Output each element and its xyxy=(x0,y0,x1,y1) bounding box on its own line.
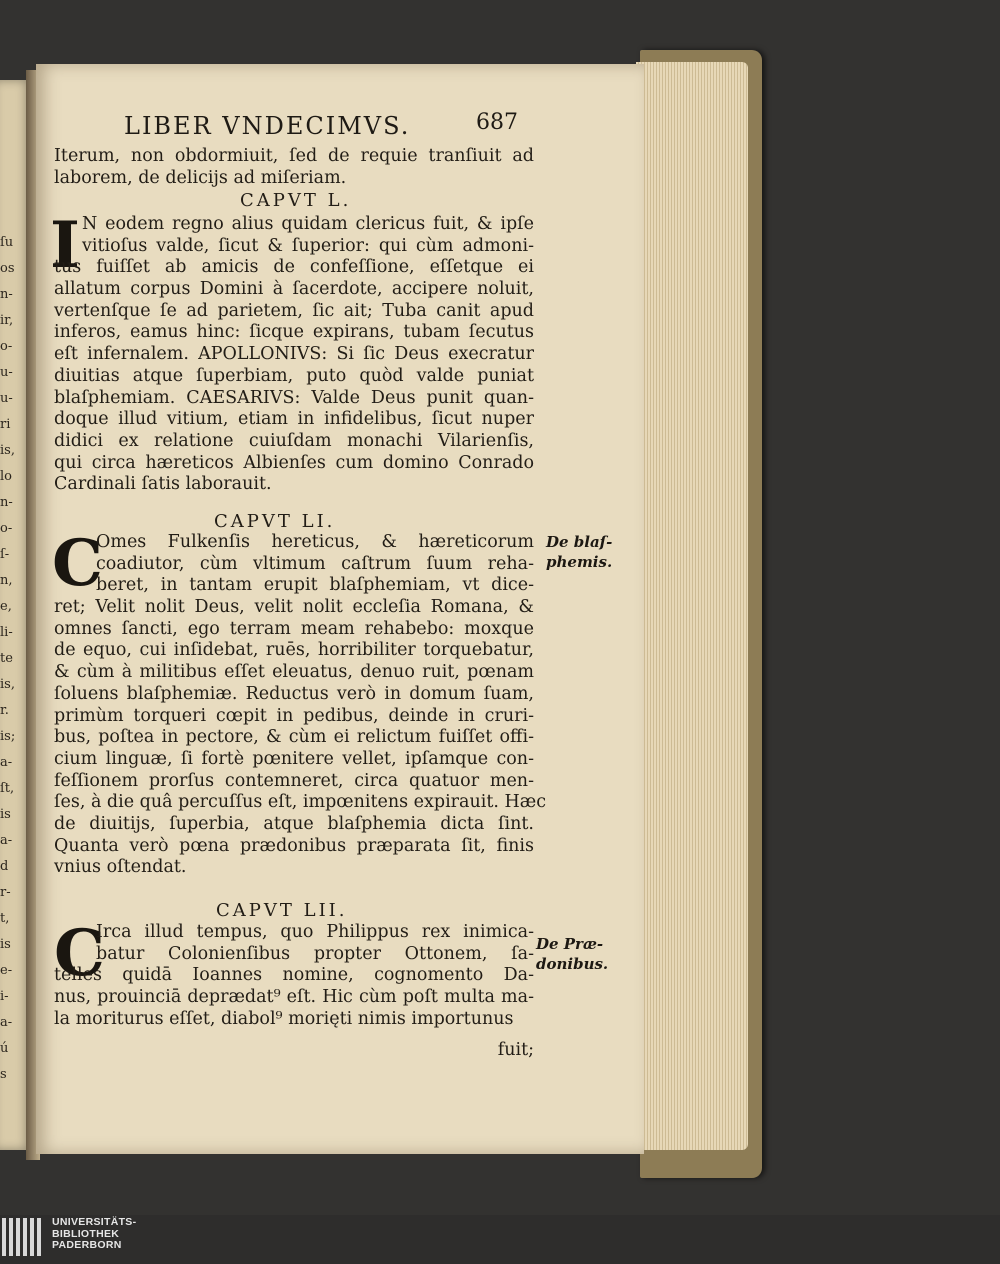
fragment-text: ir, xyxy=(0,313,14,328)
text-line: de equo, cui inſidebat, ruēs, horribiliter torquebatur, xyxy=(54,640,534,661)
text-line: eſt infernalem. APOLLONIVS: Si ſic Deus execratur xyxy=(54,344,534,365)
text-line: doque illud vitium, etiam in infidelibus, ſicut nuper xyxy=(54,409,534,430)
text-line: batur Colonienſibus propter Ottonem, ſa- xyxy=(96,943,534,964)
fragment-text: os xyxy=(0,261,15,276)
chapter-heading-52: CAPVT LII. xyxy=(216,900,348,921)
text-line: tus fuiſſet ab amicis de confeſſione, eſſetque ei xyxy=(54,257,534,278)
text-line: qui circa hæreticos Albienſes cum domino Conrado xyxy=(54,452,534,473)
chapter-heading-51: CAPVT LI. xyxy=(214,511,336,532)
text-line: didici ex relatione cuiuſdam monachi Vilarienſis, xyxy=(54,430,534,451)
text-line: Irca illud tempus, quo Philippus rex inimica- xyxy=(96,922,534,942)
running-head: LIBER VNDECIMVS. xyxy=(124,112,411,140)
catchword: fuit; xyxy=(497,1040,534,1060)
text-line: de diuitijs, ſuperbia, atque blaſphemia dicta ſint. xyxy=(54,813,534,834)
fragment-text: e, xyxy=(0,599,12,614)
fragment-text: is; xyxy=(0,729,16,744)
fragment-text: o- xyxy=(0,521,13,536)
fragment-text: ú xyxy=(0,1041,9,1056)
chapter-51-text xyxy=(52,526,547,879)
chapter-52-text xyxy=(54,916,534,1030)
fragment-text: d xyxy=(0,859,9,874)
fragment-text: ſ- xyxy=(0,547,10,562)
fragment-text: li- xyxy=(0,625,13,640)
fragment-text: ſu xyxy=(0,235,14,250)
intro-text xyxy=(54,146,534,189)
page-number: 687 xyxy=(476,110,518,135)
text-line: vnius oſtendat. xyxy=(54,857,187,878)
fragment-text: i- xyxy=(0,989,9,1004)
fragment-text: u- xyxy=(0,365,13,380)
fragment-text: o- xyxy=(0,339,13,354)
marginal-note-line: De blaſ- xyxy=(546,533,613,551)
fragment-text: n- xyxy=(0,495,13,510)
text-line: bus, poſtea in pectore, & cùm ei relictum fuiſſet offi- xyxy=(54,727,534,748)
text-line: telles quidā Ioannes nomine, cognomento Da- xyxy=(54,965,534,986)
text-line: cium linguæ, ſi fortè pœnitere vellet, ipſamque con- xyxy=(54,748,534,769)
marginal-note-line: donibus. xyxy=(536,955,609,973)
marginal-note-line: De Præ- xyxy=(536,935,604,953)
fragment-text: r. xyxy=(0,703,9,718)
fragment-text: s xyxy=(0,1067,7,1082)
text-line: la moriturus eſſet, diabol⁹ morięti nimis importunus xyxy=(54,1008,514,1029)
text-line: coadiutor, cùm vltimum caſtrum ſuum reha- xyxy=(96,553,534,574)
text-line: nus, prouinciā deprædat⁹ eſt. Hic cùm poſt multa ma- xyxy=(54,987,534,1008)
fragment-text: is xyxy=(0,807,11,822)
text-line: vitioſus valde, ſicut & ſuperior: qui cùm admoni- xyxy=(82,235,534,256)
marginal-note-line: phemis. xyxy=(546,553,613,571)
logo-line: BIBLIOTHEK xyxy=(52,1227,120,1240)
fragment-text: a- xyxy=(0,833,13,848)
text-line: ret; Velit nolit Deus, velit nolit eccleſia Romana, & xyxy=(54,597,534,618)
text-line: Quanta verò pœna prædonibus præparata ſit, finis xyxy=(54,835,534,856)
catchword-block xyxy=(54,1040,534,1062)
fragment-text: a- xyxy=(0,755,13,770)
text-line: omnes ſancti, ego terram meam rehabebo: moxque xyxy=(54,618,534,639)
text-line: primùm torqueri cœpit in pedibus, deinde in cruri- xyxy=(54,705,534,726)
text-line: N eodem regno alius quidam clericus fuit, & ipſe xyxy=(82,214,534,234)
fragment-text: t, xyxy=(0,911,10,926)
text-line: Omes Fulkenſis hereticus, & hæreticorum xyxy=(96,532,534,552)
text-line: inferos, eamus hinc: ſicque expirans, tubam ſecutus xyxy=(54,322,534,343)
fragment-text: is xyxy=(0,937,11,952)
fragment-text: u- xyxy=(0,391,13,406)
marginal-note-praedonibus xyxy=(536,934,608,974)
text-line: ſes, à die quâ percuſſus eſt, impœnitens expirauit. Hæc xyxy=(54,792,547,813)
text-line: diuitias atque ſuperbiam, puto quòd valde puniat xyxy=(54,365,534,386)
footer-bar xyxy=(0,1215,1000,1264)
text-line: feſſionem prorſus contemneret, circa quatuor men- xyxy=(54,770,534,791)
marginal-note-blasphemis xyxy=(546,532,612,572)
fragment-text: n, xyxy=(0,573,13,588)
library-logo-text xyxy=(52,1217,136,1252)
logo-line: PADERBORN xyxy=(52,1239,122,1251)
library-logo-icon xyxy=(2,1218,44,1256)
fragment-text: ri xyxy=(0,417,11,432)
logo-line: UNIVERSITÄTS- xyxy=(52,1216,137,1228)
text-line: laborem, de delicijs ad miſeriam. xyxy=(54,167,347,188)
fragment-text: is, xyxy=(0,443,15,458)
fragment-text: is, xyxy=(0,677,15,692)
text-line: & cùm à militibus eſſet eleuatus, denuo ruit, pœnam xyxy=(54,662,534,683)
text-line: beret, in tantam erupit blaſphemiam, vt dice- xyxy=(96,575,534,596)
fragment-text: r- xyxy=(0,885,11,900)
chapter-heading-50: CAPVT L. xyxy=(240,190,352,211)
text-line: ſoluens blaſphemiæ. Reductus verò in domum ſuam, xyxy=(54,683,534,704)
text-line: allatum corpus Domini à ſacerdote, accipere noluit, xyxy=(54,279,534,300)
drop-capital-52: C xyxy=(54,916,105,991)
fragment-text: lo xyxy=(0,469,12,484)
chapter-50-text xyxy=(54,214,534,496)
fragment-text: ſt, xyxy=(0,781,15,796)
drop-capital-50: I xyxy=(50,208,80,283)
fragment-text: a- xyxy=(0,1015,13,1030)
fragment-text: te xyxy=(0,651,13,666)
fragment-text: e- xyxy=(0,963,13,978)
page-edges xyxy=(636,62,748,1150)
text-line: blaſphemiam. CAESARIVS: Valde Deus punit quan- xyxy=(54,387,534,408)
fragment-text: n- xyxy=(0,287,13,302)
text-line: vertenſque ſe ad parietem, ſic ait; Tuba canit apud xyxy=(54,300,534,321)
text-line: Iterum, non obdormiuit, ſed de requie tranſiuit ad xyxy=(54,146,534,166)
drop-capital-51: C xyxy=(52,526,103,601)
text-line: Cardinali ſatis laborauit. xyxy=(54,474,272,495)
